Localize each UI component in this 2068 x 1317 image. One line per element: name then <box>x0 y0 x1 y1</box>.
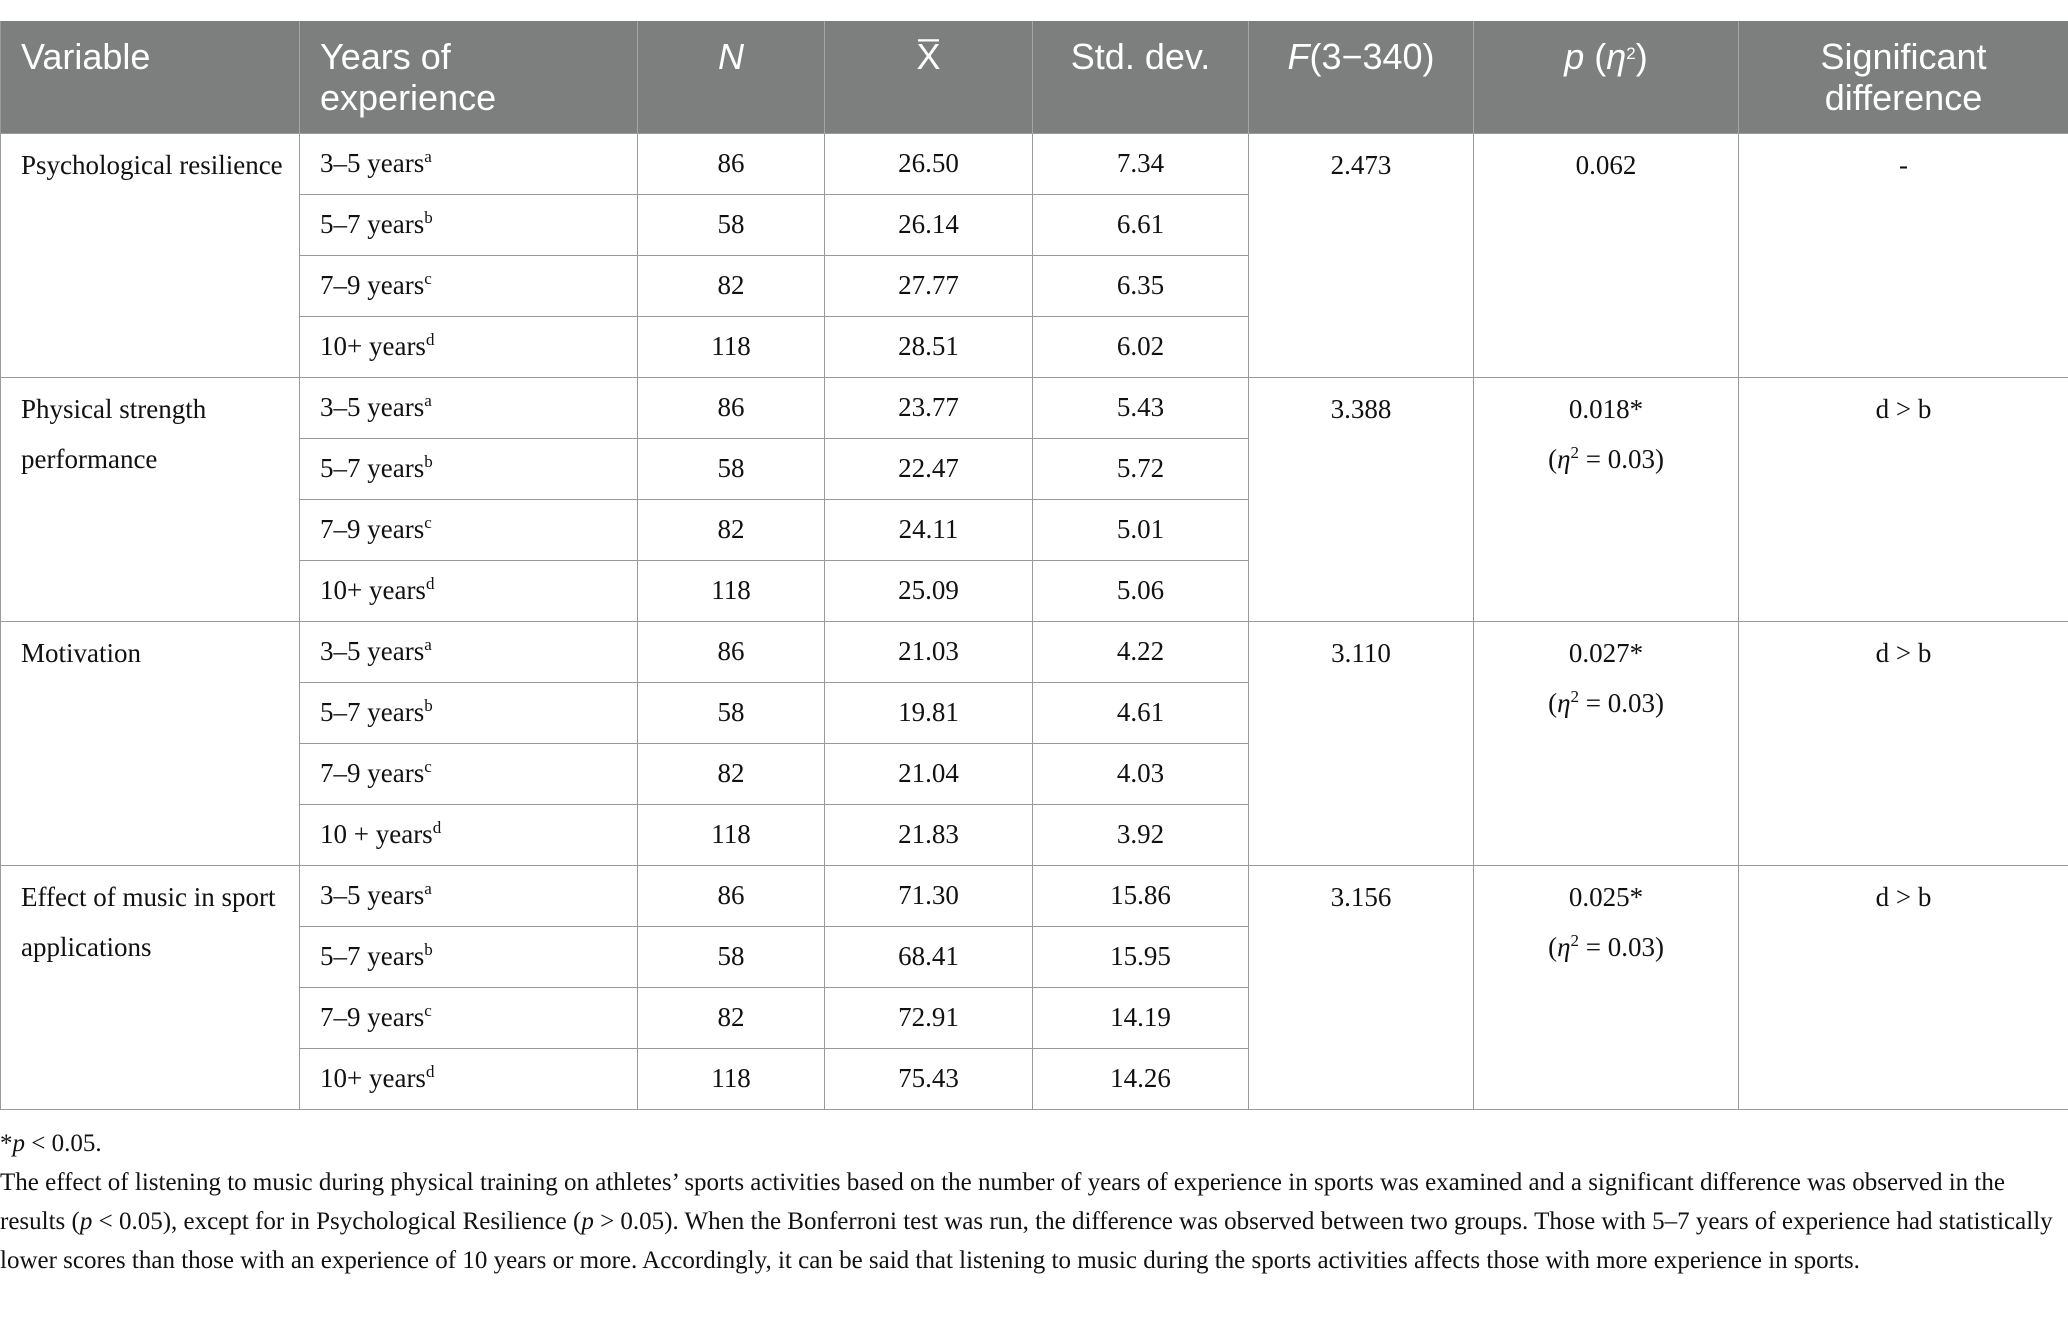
n-cell: 118 <box>638 1048 825 1109</box>
mean-cell: 72.91 <box>825 987 1033 1048</box>
sd-cell: 5.06 <box>1033 560 1249 621</box>
n-cell: 58 <box>638 194 825 255</box>
footnote-p: p <box>12 1130 25 1157</box>
significant-difference-cell: - <box>1739 133 2068 377</box>
n-cell: 86 <box>638 133 825 194</box>
years-cell <box>300 926 638 987</box>
note-text-1: The effect of listening to music during physical training on athletes’ sports activities based on the number of years of experience in sports was examined and a significant difference was observed in the results ( <box>0 1169 2005 1235</box>
table-row <box>1 865 2068 926</box>
years-cell <box>300 560 638 621</box>
sd-cell: 6.02 <box>1033 316 1249 377</box>
header-significant-difference: Significant difference <box>1739 21 2068 133</box>
group-superscript: b <box>424 451 433 471</box>
years-label: 7–9 years <box>320 1001 425 1032</box>
header-f <box>1249 21 1474 133</box>
group-superscript: c <box>424 1000 432 1020</box>
years-cell <box>300 499 638 560</box>
years-cell <box>300 194 638 255</box>
years-cell <box>300 316 638 377</box>
group-superscript: b <box>424 939 433 959</box>
mean-cell: 26.14 <box>825 194 1033 255</box>
n-cell: 58 <box>638 682 825 743</box>
p-cell <box>1474 621 1739 865</box>
header-eta: η <box>1606 36 1627 77</box>
header-eta-sup: 2 <box>1626 44 1636 63</box>
f-cell: 3.156 <box>1249 865 1474 1109</box>
sd-cell: 14.19 <box>1033 987 1249 1048</box>
years-label: 7–9 years <box>320 269 425 300</box>
n-cell: 82 <box>638 255 825 316</box>
p-cell <box>1474 377 1739 621</box>
mean-cell: 24.11 <box>825 499 1033 560</box>
mean-cell: 27.77 <box>825 255 1033 316</box>
f-cell: 3.110 <box>1249 621 1474 865</box>
years-cell <box>300 133 638 194</box>
variable-cell: Effect of music in sport applications <box>1 865 300 1109</box>
years-cell <box>300 1048 638 1109</box>
eta-squared: $(\eta^2 = 0.03)$ <box>1548 442 1664 474</box>
sd-cell: 15.86 <box>1033 865 1249 926</box>
mean-cell: 21.83 <box>825 804 1033 865</box>
years-label: 5–7 years <box>320 696 425 727</box>
group-superscript: c <box>424 268 432 288</box>
group-superscript: d <box>425 1061 435 1081</box>
years-label: 3–5 years <box>320 147 425 178</box>
header-f-df: (3−340) <box>1309 36 1435 77</box>
note-text-3: > 0.05). When the Bonferroni test was run, the difference was observed between two groups. Those with 5–7 years of experience had statistically lower scores than those with an experience of 10 years or more. Accordingly, it can be said that listening to music during the sports activities affects those with more experience in sports. <box>0 1208 2053 1274</box>
f-cell: 3.388 <box>1249 377 1474 621</box>
mean-cell: 75.43 <box>825 1048 1033 1109</box>
header-mean: X̅ <box>825 21 1033 133</box>
years-cell <box>300 804 638 865</box>
n-cell: 82 <box>638 499 825 560</box>
years-cell <box>300 743 638 804</box>
sd-cell: 6.61 <box>1033 194 1249 255</box>
years-label: 5–7 years <box>320 940 425 971</box>
years-cell <box>300 438 638 499</box>
sd-cell: 4.61 <box>1033 682 1249 743</box>
group-superscript: a <box>424 146 432 166</box>
group-superscript: b <box>424 695 433 715</box>
note-paragraph <box>0 1163 2068 1280</box>
footnote <box>0 1124 2068 1163</box>
sd-cell: 4.22 <box>1033 621 1249 682</box>
table-row <box>1 377 2068 438</box>
group-superscript: d <box>425 573 435 593</box>
footnote-text: < 0.05. <box>25 1130 102 1157</box>
mean-cell: 21.03 <box>825 621 1033 682</box>
mean-cell: 26.50 <box>825 133 1033 194</box>
mean-cell: 22.47 <box>825 438 1033 499</box>
sd-cell: 5.43 <box>1033 377 1249 438</box>
mean-cell: 21.04 <box>825 743 1033 804</box>
mean-cell: 71.30 <box>825 865 1033 926</box>
sd-cell: 4.03 <box>1033 743 1249 804</box>
years-label: 3–5 years <box>320 879 425 910</box>
n-cell: 82 <box>638 987 825 1048</box>
sd-cell: 14.26 <box>1033 1048 1249 1109</box>
p-value: 0.025* <box>1568 881 1644 912</box>
significant-difference-cell: d > b <box>1739 865 2068 1109</box>
years-label: 10 + years <box>320 818 433 849</box>
mean-cell: 23.77 <box>825 377 1033 438</box>
years-cell <box>300 255 638 316</box>
header-f-letter: F <box>1287 36 1310 77</box>
years-cell <box>300 621 638 682</box>
results-table-container <box>0 21 2068 1110</box>
n-cell: 58 <box>638 926 825 987</box>
sd-cell: 5.01 <box>1033 499 1249 560</box>
p-value: 0.062 <box>1575 149 1637 180</box>
header-variable: Variable <box>1 21 300 133</box>
table-body <box>1 133 2068 1109</box>
n-cell: 118 <box>638 316 825 377</box>
table-row <box>1 621 2068 682</box>
p-cell <box>1474 133 1739 377</box>
n-cell: 82 <box>638 743 825 804</box>
header-p-close: ) <box>1635 36 1648 77</box>
table-header <box>1 21 2068 133</box>
years-label: 3–5 years <box>320 391 425 422</box>
group-superscript: a <box>424 878 432 898</box>
sd-cell: 3.92 <box>1033 804 1249 865</box>
footnote-star: * <box>0 1130 13 1157</box>
years-label: 5–7 years <box>320 452 425 483</box>
p-value: 0.027* <box>1568 637 1644 668</box>
header-years-of-experience: Years of experience <box>300 21 638 133</box>
sd-cell: 7.34 <box>1033 133 1249 194</box>
sd-cell: 15.95 <box>1033 926 1249 987</box>
group-superscript: d <box>432 817 442 837</box>
header-std-dev: Std. dev. <box>1033 21 1249 133</box>
group-superscript: d <box>425 329 435 349</box>
mean-cell: 19.81 <box>825 682 1033 743</box>
years-label: 10+ years <box>320 330 426 361</box>
p-value: 0.018* <box>1568 393 1644 424</box>
header-p-letter: p <box>1564 36 1585 77</box>
group-superscript: c <box>424 512 432 532</box>
years-cell <box>300 865 638 926</box>
group-superscript: c <box>424 756 432 776</box>
years-label: 7–9 years <box>320 757 425 788</box>
years-label: 3–5 years <box>320 635 425 666</box>
significant-difference-cell: d > b <box>1739 377 2068 621</box>
years-label: 10+ years <box>320 574 426 605</box>
f-cell: 2.473 <box>1249 133 1474 377</box>
variable-cell: Physical strength performance <box>1 377 300 621</box>
group-superscript: b <box>424 207 433 227</box>
years-cell <box>300 682 638 743</box>
note-p-1: p <box>79 1208 93 1235</box>
eta-squared: $(\eta^2 = 0.03)$ <box>1548 930 1664 962</box>
n-cell: 118 <box>638 804 825 865</box>
header-n: N <box>638 21 825 133</box>
significant-difference-cell: d > b <box>1739 621 2068 865</box>
variable-cell: Psychological resilience <box>1 133 300 377</box>
years-cell <box>300 377 638 438</box>
n-cell: 86 <box>638 377 825 438</box>
years-label: 10+ years <box>320 1062 426 1093</box>
years-label: 5–7 years <box>320 208 425 239</box>
table-notes <box>0 1124 2068 1280</box>
years-label: 7–9 years <box>320 513 425 544</box>
sd-cell: 6.35 <box>1033 255 1249 316</box>
eta-squared: $(\eta^2 = 0.03)$ <box>1548 686 1664 718</box>
n-cell: 86 <box>638 865 825 926</box>
sd-cell: 5.72 <box>1033 438 1249 499</box>
mean-cell: 68.41 <box>825 926 1033 987</box>
variable-cell: Motivation <box>1 621 300 865</box>
n-cell: 58 <box>638 438 825 499</box>
note-p-2: p <box>581 1208 594 1235</box>
header-p-open: ( <box>1584 36 1607 77</box>
anova-results-table <box>0 21 2068 1110</box>
years-cell <box>300 987 638 1048</box>
group-superscript: a <box>424 390 432 410</box>
note-text-2: < 0.05), except for in Psychological Resilience ( <box>92 1208 582 1235</box>
p-cell <box>1474 865 1739 1109</box>
n-cell: 118 <box>638 560 825 621</box>
mean-cell: 25.09 <box>825 560 1033 621</box>
group-superscript: a <box>424 634 432 654</box>
table-row <box>1 133 2068 194</box>
n-cell: 86 <box>638 621 825 682</box>
mean-cell: 28.51 <box>825 316 1033 377</box>
header-p-eta <box>1474 21 1739 133</box>
